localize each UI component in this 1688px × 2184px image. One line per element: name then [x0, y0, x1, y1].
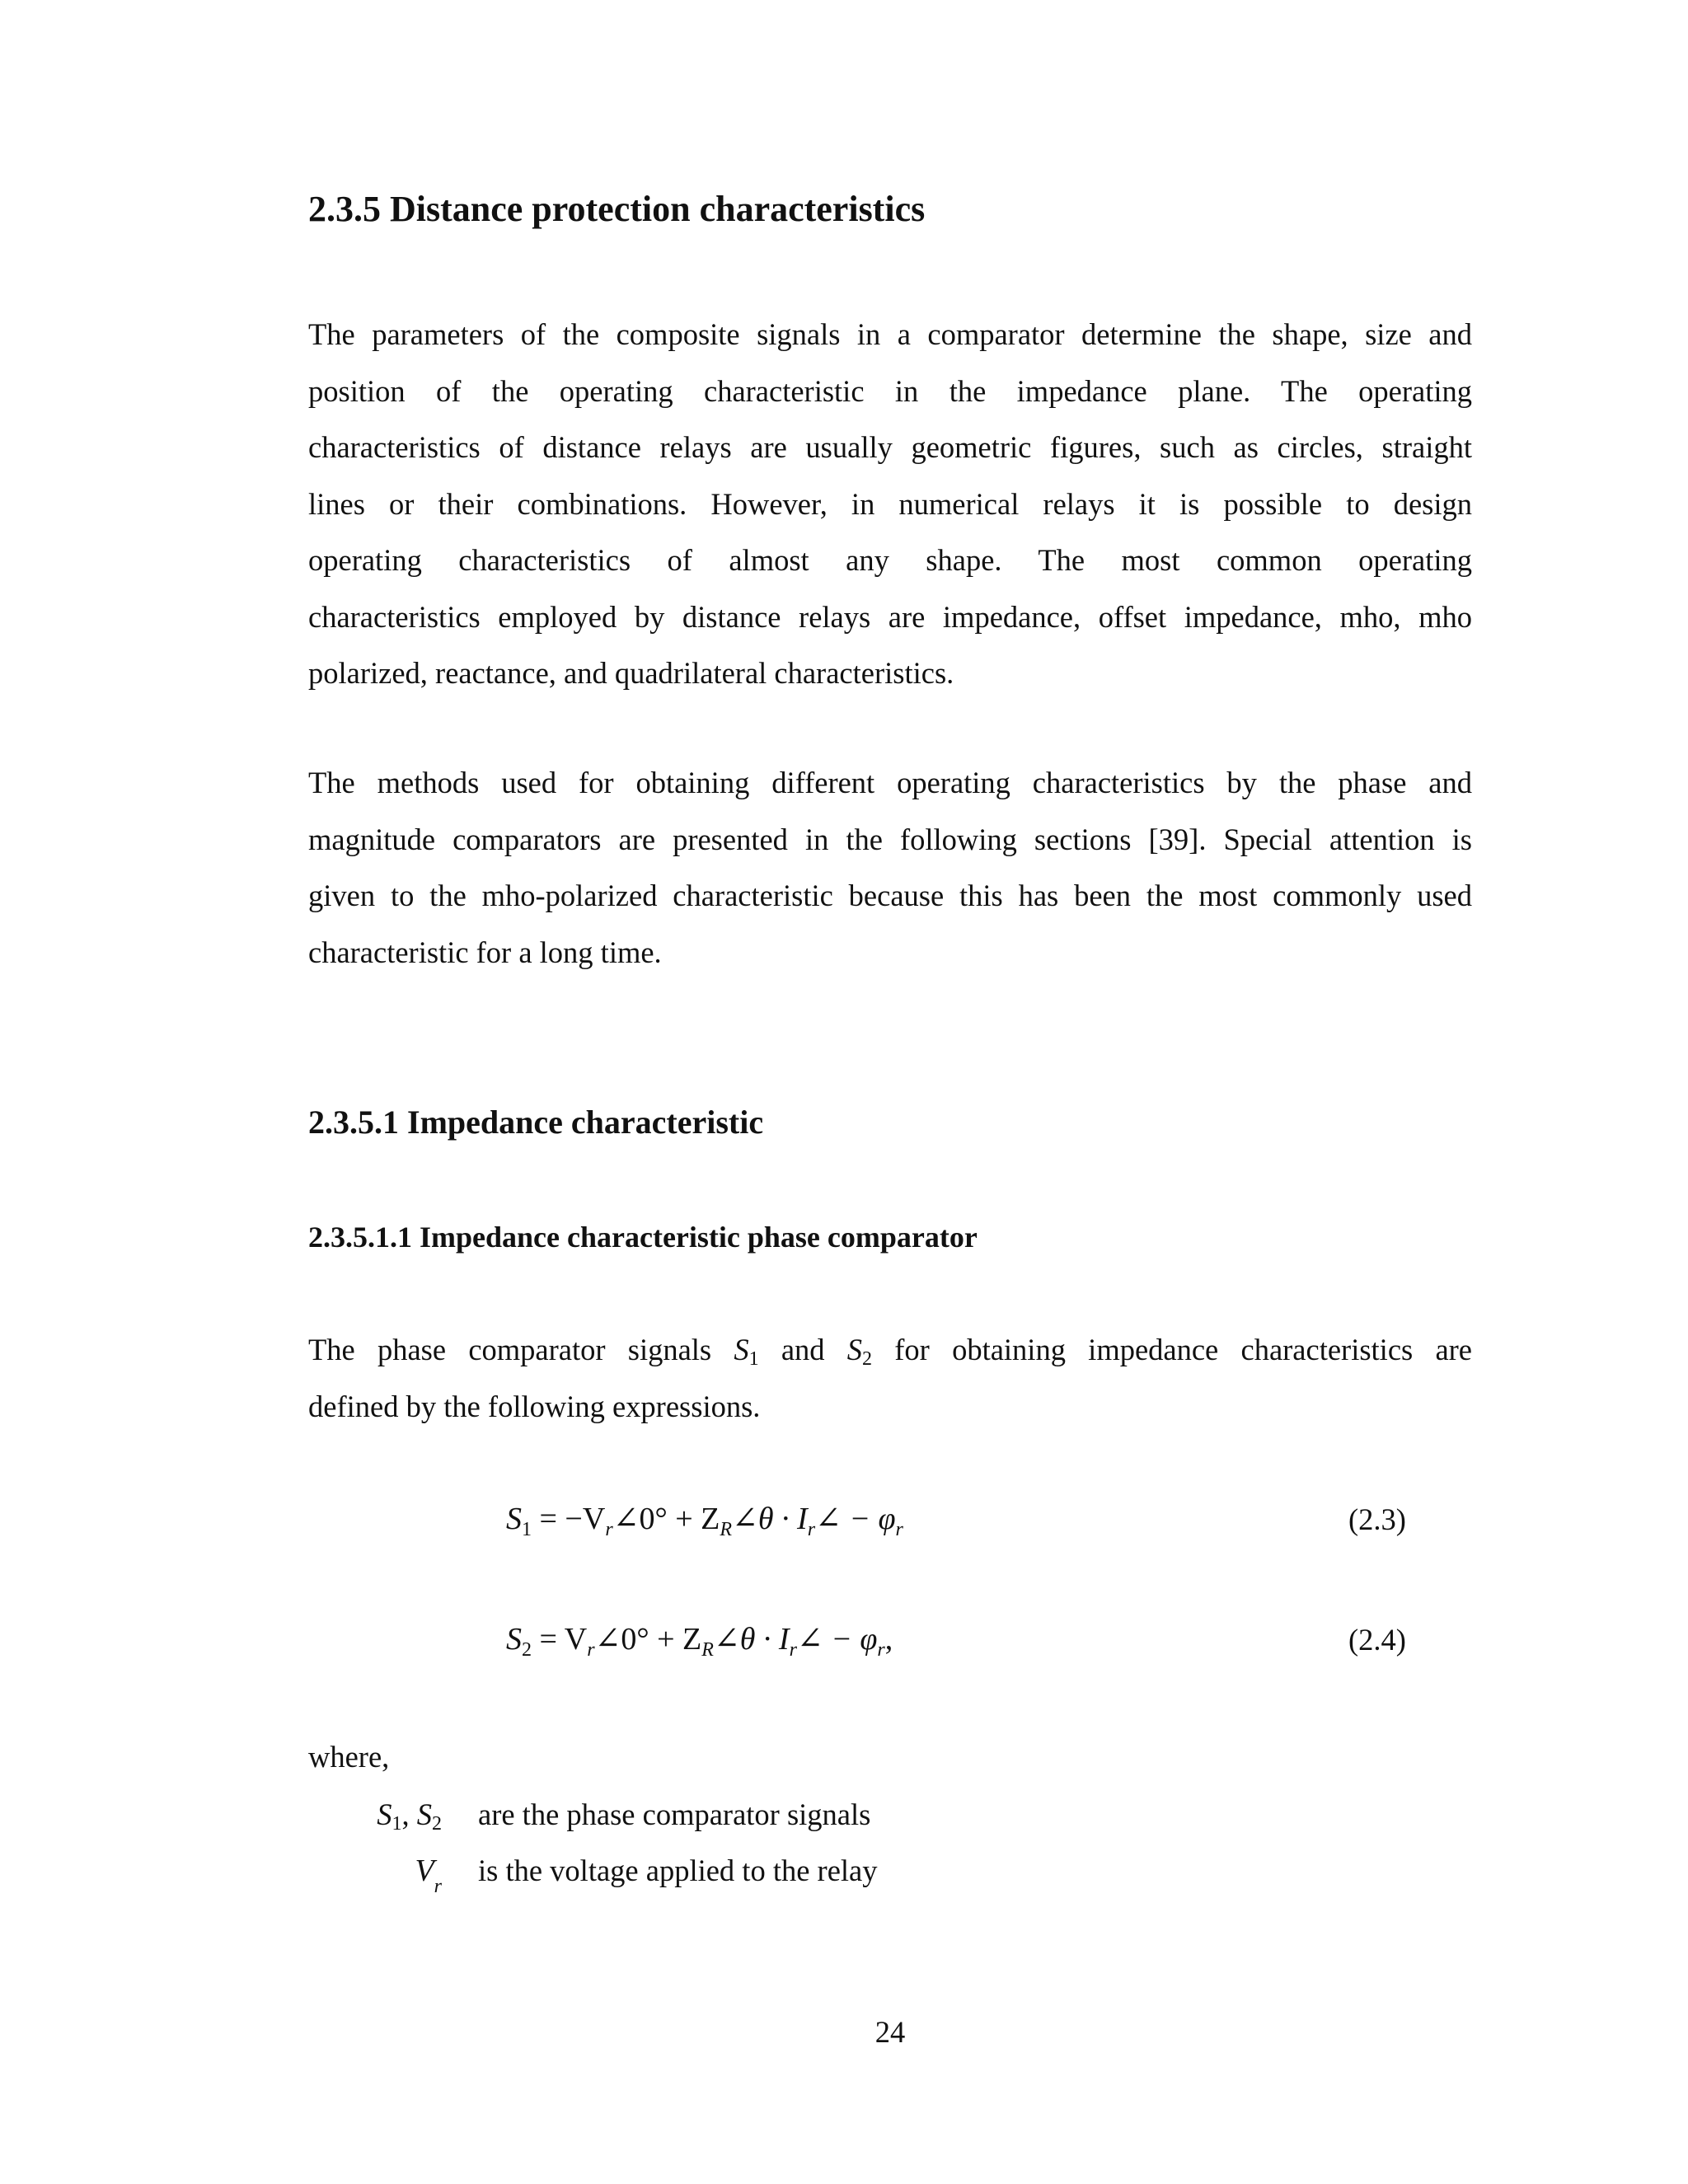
paragraph-line: polarized, reactance, and quadrilateral characteristics. [308, 656, 954, 690]
paragraph-line: The methods used for obtaining different operating characteristics by the phase and [308, 766, 1472, 799]
paragraph-line: characteristics of distance relays are usually geometric figures, such as circles, straight [308, 430, 1472, 464]
section-heading: 2.3.5 Distance protection characteristics [308, 189, 926, 229]
paragraph-line: The parameters of the composite signals in a comparator determine the shape, size and [308, 317, 1472, 351]
paragraph-1 [308, 307, 1472, 702]
page-number: 24 [874, 2015, 906, 2049]
paragraph-3 [308, 1322, 1472, 1435]
symbol-s2: $S_2$ [846, 1333, 873, 1370]
paragraph-line: position of the operating characteristic in the impedance plane. The operating [308, 373, 1472, 408]
equation-number: (2.3) [1348, 1502, 1406, 1536]
paragraph-line: magnitude comparators are presented in the following sections [39]. Special attention is [308, 822, 1472, 856]
subsubsection-heading: 2.3.5.1.1 Impedance characteristic phase comparator [308, 1221, 978, 1254]
where-label: where, [308, 1740, 390, 1774]
equation-number: (2.4) [1348, 1623, 1406, 1657]
definition-symbol: $S_1$, $S_2$ [377, 1797, 442, 1835]
definition-text: is the voltage applied to the relay [478, 1854, 878, 1887]
equation-2-4: $S_2$ = $V_r\angle 0^\circ$ + $Z_R\angle\theta$ · $I_r\angle - \varphi_r$, [506, 1622, 893, 1661]
equation-2-3: $S_1$ = $-V_r\angle 0^\circ$ + $Z_R\angle\theta$ · $I_r\angle - \varphi_r$ [506, 1502, 903, 1540]
paragraph-line: operating characteristics of almost any shape. The most common operating [308, 543, 1472, 577]
paragraph-line: characteristic for a long time. [308, 935, 662, 969]
paragraph-line: lines or their combinations. However, in numerical relays it is possible to design [308, 486, 1472, 521]
definition-symbol: $V_r$ [415, 1854, 442, 1897]
paragraph-2 [308, 755, 1472, 981]
paragraph-line: given to the mho-polarized characteristic because this has been the most commonly used [308, 879, 1472, 912]
subsection-heading: 2.3.5.1 Impedance characteristic [308, 1104, 764, 1141]
paragraph-line: characteristics employed by distance relays are impedance, offset impedance, mho, mho [308, 599, 1472, 634]
definition-text: are the phase comparator signals [478, 1797, 871, 1831]
paragraph-line: The phase comparator signals $S_1$ and $S_2$ for obtaining impedance characteristics are [308, 1333, 1473, 1370]
paragraph-line: defined by the following expressions. [308, 1389, 761, 1423]
symbol-s1: $S_1$ [734, 1333, 759, 1370]
